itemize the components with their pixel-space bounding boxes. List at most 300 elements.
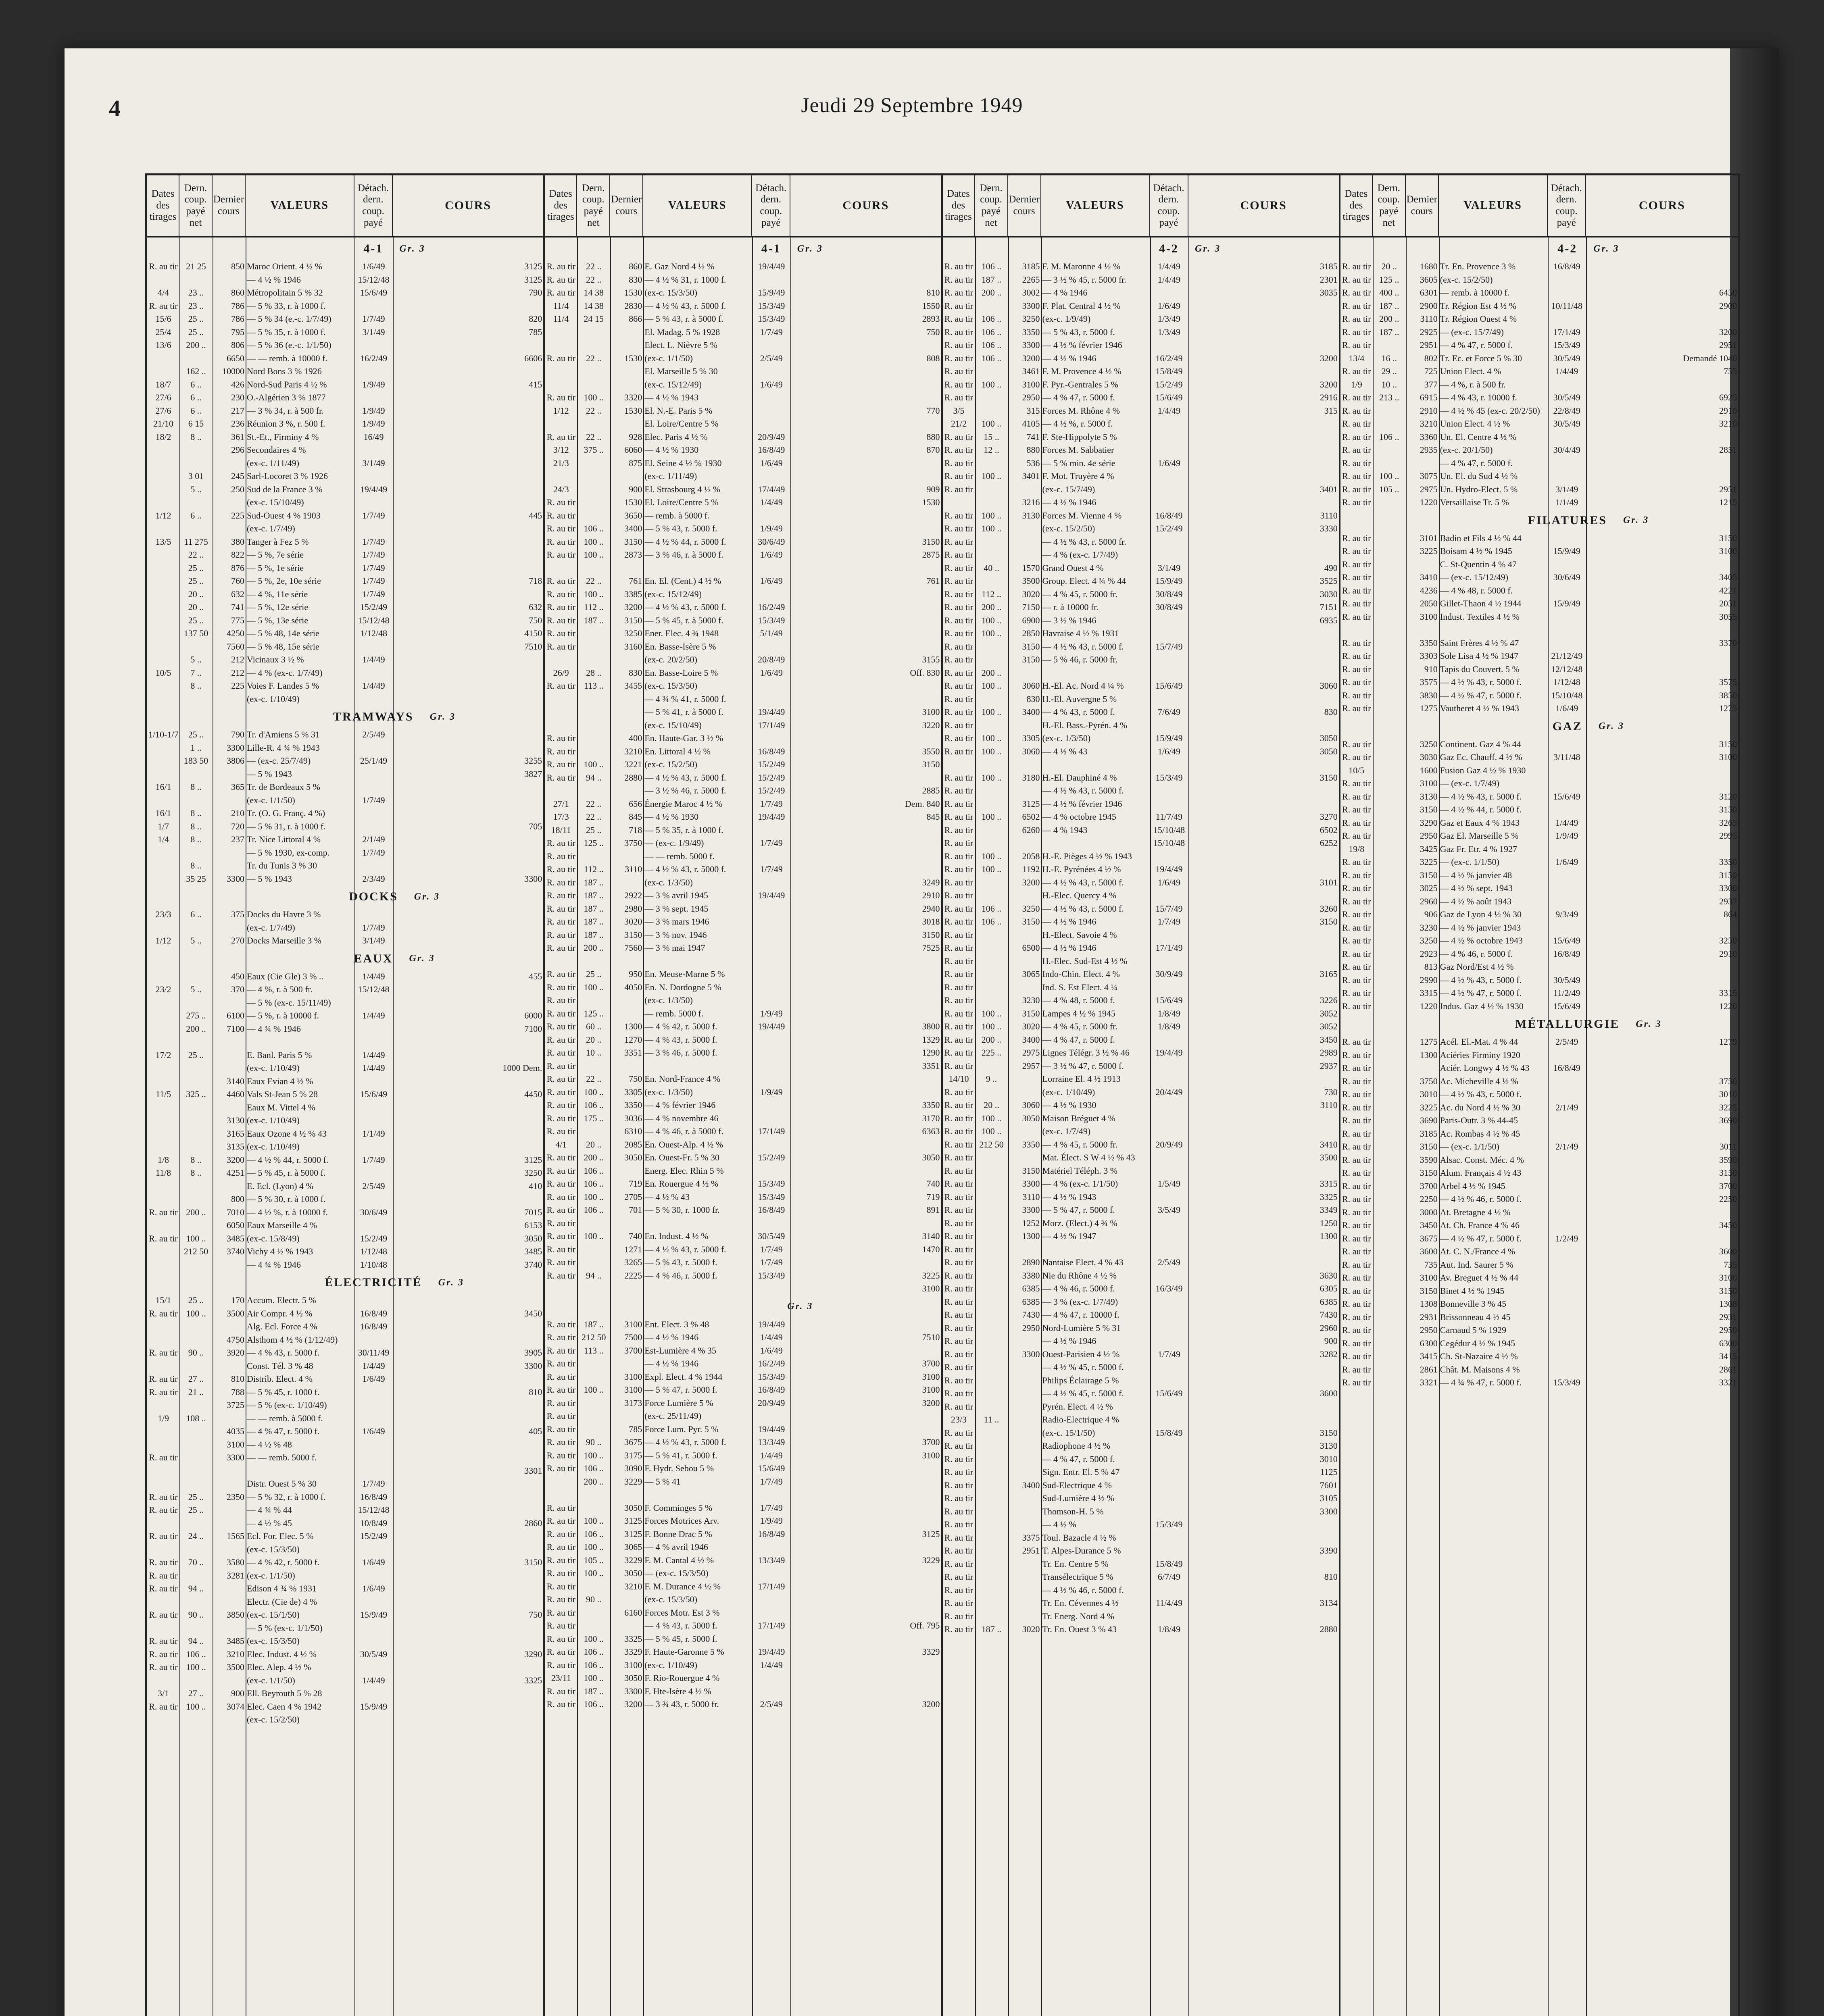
cell-date bbox=[147, 444, 179, 457]
cell-dernier-cours: 1530 bbox=[624, 353, 642, 363]
cell-date: R. au tir bbox=[1342, 327, 1371, 337]
cours-value: 3200 bbox=[922, 1699, 940, 1709]
cell-dernier-cours bbox=[213, 859, 246, 873]
cell-date: R. au tir bbox=[546, 851, 575, 861]
cell-cours bbox=[1586, 738, 1738, 751]
cell-valeur: Tr. d'Amiens 5 % 31 bbox=[247, 729, 320, 739]
section-heading bbox=[943, 237, 1339, 260]
cell-date: R. au tir bbox=[1342, 1050, 1371, 1060]
cell-cours bbox=[393, 509, 543, 523]
quote-row bbox=[147, 1127, 543, 1141]
cell-dern-coup bbox=[975, 929, 1008, 942]
cell-detach bbox=[1150, 1269, 1188, 1283]
cours-value: 3249 bbox=[922, 877, 940, 887]
cell-valeur: — 3 % 46, r. à 5000 f. bbox=[644, 550, 723, 560]
cell-date bbox=[147, 1193, 179, 1206]
cell-detach bbox=[354, 1035, 393, 1049]
cell-detach bbox=[752, 417, 790, 431]
cours-value: 3110 bbox=[1320, 510, 1338, 521]
cell-date bbox=[147, 575, 179, 588]
cell-valeur: — 4 % 1943 bbox=[1042, 825, 1088, 835]
quote-row bbox=[545, 312, 941, 326]
cell-detach: 15/3/49 bbox=[1155, 1519, 1183, 1529]
cours-value: 3165 bbox=[1320, 969, 1338, 979]
quote-row bbox=[545, 1151, 941, 1164]
cell-cours bbox=[1586, 352, 1738, 365]
cell-date: R. au tir bbox=[546, 1244, 575, 1254]
cell-detach: 7/6/49 bbox=[1157, 707, 1181, 717]
quote-row bbox=[1340, 545, 1738, 558]
cell-dernier-cours: 3020 bbox=[1022, 1021, 1040, 1031]
cell-dernier-cours bbox=[1008, 1466, 1041, 1479]
cell-cours bbox=[1586, 532, 1738, 545]
cell-detach bbox=[354, 768, 393, 781]
cell-date: R. au tir bbox=[149, 1207, 178, 1217]
cell-cours bbox=[393, 1193, 543, 1206]
cell-dern-coup: 106 .. bbox=[584, 1205, 604, 1215]
cell-detach: 15/12/48 bbox=[358, 274, 390, 285]
cell-dernier-cours bbox=[1406, 1062, 1439, 1075]
cell-valeur: (ex-c. 15/7/49) bbox=[1042, 484, 1095, 494]
cell-detach bbox=[752, 509, 790, 523]
quote-row bbox=[545, 941, 941, 955]
cell-cours bbox=[790, 365, 941, 378]
cell-detach: 25/1/49 bbox=[360, 756, 388, 766]
quote-row bbox=[147, 339, 543, 352]
cell-dernier-cours bbox=[213, 1049, 246, 1062]
cell-date bbox=[147, 1023, 179, 1036]
cell-dernier-cours: 3101 bbox=[1420, 533, 1438, 543]
cell-date: 23/11 bbox=[551, 1673, 571, 1683]
cell-dern-coup bbox=[577, 1060, 610, 1073]
cell-date: R. au tir bbox=[944, 851, 973, 861]
quote-row bbox=[1340, 895, 1738, 908]
cell-date: R. au tir bbox=[1342, 611, 1371, 622]
cell-dern-coup bbox=[1373, 1075, 1406, 1088]
cell-date: R. au tir bbox=[944, 1087, 973, 1097]
cell-detach bbox=[354, 1166, 393, 1180]
cell-dern-coup bbox=[1373, 1049, 1406, 1062]
cell-dernier-cours: 1271 bbox=[624, 1244, 642, 1254]
cell-dern-coup: 100 .. bbox=[981, 615, 1002, 625]
cell-dernier-cours: 3074 bbox=[227, 1701, 244, 1712]
cours-value: 3750 bbox=[1719, 1076, 1737, 1086]
cell-detach: 1/6/49 bbox=[362, 1583, 385, 1593]
cell-dern-coup: 5 .. bbox=[190, 984, 202, 994]
cell-date bbox=[147, 1477, 179, 1491]
cours-value: 3170 bbox=[922, 1113, 940, 1123]
cell-dern-coup bbox=[1373, 444, 1406, 457]
cours-value: 1308 bbox=[1719, 1299, 1737, 1309]
cell-dernier-cours: 10000 bbox=[222, 366, 244, 376]
cell-date bbox=[147, 1062, 179, 1075]
quote-row bbox=[943, 1191, 1339, 1204]
cours-value: 315 bbox=[1324, 405, 1338, 416]
cell-cours bbox=[790, 863, 941, 876]
cell-dernier-cours bbox=[213, 273, 246, 287]
cell-date: R. au tir bbox=[149, 1636, 178, 1646]
cell-valeur: — 4 ½ % 44, r. 5000 f. bbox=[644, 536, 726, 547]
cell-cours bbox=[1586, 1114, 1738, 1127]
cours-value: 830 bbox=[1324, 707, 1338, 717]
quote-row bbox=[147, 601, 543, 614]
cell-dernier-cours: 6900 bbox=[1022, 615, 1040, 625]
cell-cours bbox=[393, 1307, 543, 1320]
quote-row bbox=[545, 1554, 941, 1567]
cell-dern-coup: 20 .. bbox=[984, 1100, 999, 1110]
cell-date: R. au tir bbox=[149, 1347, 178, 1358]
cell-date: R. au tir bbox=[944, 431, 973, 442]
cell-valeur: H.-El. Bass.-Pyrén. 4 % bbox=[1042, 720, 1128, 730]
cell-date: R. au tir bbox=[546, 1008, 575, 1018]
cell-cours bbox=[1188, 1086, 1339, 1099]
cell-cours bbox=[790, 1357, 941, 1370]
cell-dernier-cours: 3100 bbox=[1022, 379, 1040, 389]
cell-detach: 16/8/49 bbox=[758, 746, 785, 756]
cell-dernier-cours: 806 bbox=[231, 340, 244, 350]
cell-dernier-cours: 3400 bbox=[1022, 1034, 1040, 1045]
quote-row bbox=[545, 666, 941, 680]
cell-detach: 1/4/49 bbox=[1157, 261, 1181, 271]
quote-row bbox=[147, 983, 543, 996]
cell-cours bbox=[1586, 816, 1738, 830]
cell-detach: 16/8/49 bbox=[360, 1321, 388, 1331]
cell-valeur: — 4 ½ % 43, r. 5000 f. bbox=[1042, 877, 1124, 887]
cell-dern-coup: 105 .. bbox=[584, 1555, 604, 1565]
cell-dernier-cours: 3450 bbox=[1420, 1220, 1438, 1230]
quote-row bbox=[943, 1610, 1339, 1623]
cell-valeur: F. Pyr.-Gentrales 5 % bbox=[1042, 379, 1118, 389]
cell-dernier-cours bbox=[213, 1258, 246, 1272]
cell-date: R. au tir bbox=[944, 1139, 973, 1150]
cell-dern-coup bbox=[1373, 1258, 1406, 1272]
cell-date: R. au tir bbox=[546, 733, 575, 743]
cell-dernier-cours: 3401 bbox=[1022, 471, 1040, 481]
cell-detach bbox=[1150, 1125, 1188, 1138]
cell-valeur: En. Basse-Loire 5 % bbox=[644, 667, 718, 678]
cell-valeur: En. Ouest-Alp. 4 ½ % bbox=[644, 1139, 723, 1150]
cell-detach bbox=[1150, 1033, 1188, 1047]
cours-value: 750 bbox=[529, 1610, 542, 1620]
cell-cours bbox=[1188, 1007, 1339, 1020]
cell-cours bbox=[1188, 601, 1339, 614]
quote-row bbox=[147, 833, 543, 846]
cell-cours bbox=[790, 889, 941, 902]
cell-date: R. au tir bbox=[546, 1100, 575, 1110]
cell-date: R. au tir bbox=[546, 274, 575, 285]
cell-cours bbox=[790, 640, 941, 654]
cell-cours bbox=[790, 994, 941, 1007]
cell-dern-coup bbox=[179, 444, 213, 457]
cell-valeur bbox=[643, 1488, 752, 1502]
cours-value: 2989 bbox=[1320, 1048, 1338, 1058]
cell-detach bbox=[1548, 1127, 1586, 1141]
quote-row bbox=[545, 719, 941, 732]
cell-dern-coup bbox=[1373, 702, 1406, 715]
cours-value: 3105 bbox=[1320, 1493, 1338, 1503]
cell-dern-coup bbox=[975, 1400, 1008, 1414]
cell-detach bbox=[752, 1282, 790, 1295]
cours-value: 808 bbox=[926, 353, 940, 363]
cell-detach bbox=[354, 1622, 393, 1635]
cell-dernier-cours: 2910 bbox=[1420, 405, 1438, 416]
cell-dernier-cours: 735 bbox=[1424, 1259, 1438, 1270]
cell-dern-coup: 70 .. bbox=[188, 1557, 204, 1567]
cell-dern-coup: 6 .. bbox=[190, 379, 202, 389]
cell-cours bbox=[790, 548, 941, 562]
cell-cours bbox=[1188, 1492, 1339, 1505]
cell-detach: 1/6/49 bbox=[1555, 857, 1578, 867]
quote-row bbox=[147, 1049, 543, 1062]
cell-detach: 15/3/49 bbox=[758, 1179, 785, 1189]
cell-valeur: Sole Lisa 4 ½ % 1947 bbox=[1440, 651, 1519, 661]
cell-detach: 1/6/49 bbox=[1555, 703, 1578, 713]
cell-detach: 15/2/49 bbox=[360, 1531, 388, 1541]
cell-date: R. au tir bbox=[546, 1205, 575, 1215]
cell-dernier-cours: 3290 bbox=[1420, 817, 1438, 828]
cell-detach: 15/6/49 bbox=[1155, 681, 1183, 691]
cell-dernier-cours: 3125 bbox=[624, 1516, 642, 1526]
cell-detach: 1/8/49 bbox=[1157, 1021, 1181, 1031]
cell-date: R. au tir bbox=[546, 982, 575, 992]
cell-dernier-cours: 210 bbox=[231, 808, 244, 818]
section-heading bbox=[147, 1271, 543, 1294]
cours-value: 3052 bbox=[1320, 1021, 1338, 1031]
cours-value: 3255 bbox=[524, 756, 542, 766]
cell-cours bbox=[1586, 764, 1738, 777]
cours-value: 3265 bbox=[1719, 817, 1737, 828]
cell-date: R. au tir bbox=[1342, 883, 1371, 893]
cell-dernier-cours bbox=[610, 876, 643, 889]
cell-valeur: Forces M. Vienne 4 % bbox=[1042, 510, 1122, 521]
cours-value: 3229 bbox=[922, 1555, 940, 1565]
cours-value: 3415 bbox=[1719, 1351, 1737, 1361]
cell-valeur: Nie du Rhône 4 ½ % bbox=[1042, 1270, 1117, 1281]
cours-value: 7100 bbox=[524, 1023, 542, 1034]
cell-valeur: — 5 % 31, r. à 1000 f. bbox=[247, 821, 326, 831]
cell-dern-coup bbox=[975, 719, 1008, 732]
cell-detach bbox=[752, 640, 790, 654]
cell-detach: 15/9/49 bbox=[758, 287, 785, 298]
cell-cours bbox=[393, 1166, 543, 1180]
cell-dern-coup bbox=[179, 522, 213, 535]
cell-cours bbox=[1586, 934, 1738, 948]
cell-detach bbox=[1548, 1311, 1586, 1324]
cell-cours bbox=[1188, 1453, 1339, 1466]
cell-dern-coup bbox=[975, 837, 1008, 850]
quote-row bbox=[943, 902, 1339, 916]
cell-date: R. au tir bbox=[944, 287, 973, 298]
cell-valeur: Maroc Orient. 4 ½ % bbox=[247, 261, 322, 271]
cell-detach: 17/4/49 bbox=[758, 484, 785, 494]
cell-valeur: Aciéries Firminy 1920 bbox=[1440, 1050, 1520, 1060]
cell-valeur: — 5 % 30, r. à 1000 f. bbox=[247, 1194, 326, 1204]
cell-detach bbox=[1150, 758, 1188, 771]
cell-dern-coup bbox=[1373, 1154, 1406, 1167]
cell-valeur: — 4 %, r. à 500 fr. bbox=[1440, 379, 1506, 389]
cell-dern-coup: 162 .. bbox=[186, 366, 206, 376]
cell-cours bbox=[1586, 1337, 1738, 1350]
cell-date: R. au tir bbox=[546, 1502, 575, 1513]
column-body bbox=[147, 237, 543, 2016]
cell-cours bbox=[393, 1517, 543, 1530]
cell-dernier-cours bbox=[610, 339, 643, 352]
section-title: 4-2 bbox=[1159, 242, 1179, 255]
cell-date: R. au tir bbox=[944, 1427, 973, 1438]
cell-dernier-cours: 6385 bbox=[1022, 1296, 1040, 1307]
cell-dern-coup: 213 .. bbox=[1379, 392, 1399, 402]
cours-value: 2880 bbox=[1320, 1624, 1338, 1634]
cours-value: 6153 bbox=[524, 1220, 542, 1230]
quote-row bbox=[943, 1204, 1339, 1217]
cours-value: 3301 bbox=[524, 1465, 542, 1476]
cours-value: 2250 bbox=[1719, 1194, 1737, 1204]
quote-row bbox=[1340, 1258, 1738, 1272]
cell-cours bbox=[1188, 378, 1339, 392]
header-cours: COURS bbox=[445, 198, 492, 212]
cours-value: 7601 bbox=[1320, 1480, 1338, 1490]
cell-cours bbox=[1188, 404, 1339, 418]
cell-date: R. au tir bbox=[944, 772, 973, 783]
cell-valeur: — 4 % (ex-c. 1/7/49) bbox=[1042, 550, 1118, 560]
cell-detach bbox=[1548, 378, 1586, 392]
quote-row bbox=[545, 1383, 941, 1397]
quote-row bbox=[147, 1154, 543, 1167]
quote-row bbox=[1340, 558, 1738, 571]
quote-row bbox=[545, 1046, 941, 1060]
cell-date: R. au tir bbox=[1342, 1076, 1371, 1086]
cell-dern-coup: 106 .. bbox=[584, 1100, 604, 1110]
quote-row bbox=[545, 1514, 941, 1528]
cell-dernier-cours bbox=[213, 1062, 246, 1075]
cell-cours bbox=[1188, 1544, 1339, 1558]
cell-date: R. au tir bbox=[149, 1701, 178, 1712]
cell-date: R. au tir bbox=[944, 1611, 973, 1621]
cell-dern-coup: 112 .. bbox=[584, 602, 604, 612]
quote-row bbox=[147, 588, 543, 601]
cours-value: 2910 bbox=[922, 890, 940, 900]
cell-cours bbox=[393, 1687, 543, 1700]
cell-dernier-cours: 3130 bbox=[227, 1115, 244, 1125]
quote-row bbox=[545, 404, 941, 418]
cell-date: R. au tir bbox=[546, 615, 575, 625]
cell-valeur: Air Compr. 4 ½ % bbox=[247, 1308, 313, 1318]
cell-date: R. au tir bbox=[944, 1375, 973, 1385]
cell-detach bbox=[752, 1488, 790, 1502]
cours-value: 3150 bbox=[524, 1557, 542, 1567]
quote-row bbox=[943, 824, 1339, 837]
cell-cours bbox=[790, 1138, 941, 1152]
cell-dernier-cours: 3210 bbox=[624, 746, 642, 756]
cell-dern-coup bbox=[975, 889, 1008, 902]
cell-detach: 19/4/49 bbox=[758, 812, 785, 822]
cell-detach bbox=[752, 929, 790, 942]
cell-detach: 19/4/49 bbox=[758, 707, 785, 717]
cell-dern-coup bbox=[975, 981, 1008, 994]
cell-cours bbox=[790, 1164, 941, 1178]
quote-row bbox=[545, 352, 941, 365]
cell-detach bbox=[354, 1635, 393, 1648]
cell-detach: 19/4/49 bbox=[758, 1424, 785, 1434]
cell-dernier-cours: 2085 bbox=[624, 1139, 642, 1150]
cell-dernier-cours bbox=[213, 1035, 246, 1049]
cell-valeur: — 5 % 35, r. à 1000 f. bbox=[644, 825, 723, 835]
cell-valeur: Alum. Français 4 ½ 43 bbox=[1440, 1168, 1522, 1178]
cell-cours bbox=[1586, 948, 1738, 961]
cell-dern-coup: 187 .. bbox=[1379, 327, 1399, 337]
cell-valeur: Tanger à Fez 5 % bbox=[247, 536, 309, 547]
cell-dernier-cours: 3100 bbox=[624, 1319, 642, 1329]
quote-row bbox=[147, 1595, 543, 1609]
cell-dern-coup bbox=[577, 483, 610, 496]
cell-dernier-cours: 3300 bbox=[1022, 1205, 1040, 1215]
cell-dernier-cours: 426 bbox=[231, 379, 244, 389]
cell-dern-coup: 112 .. bbox=[584, 864, 604, 874]
quote-row bbox=[1340, 934, 1738, 948]
cell-cours bbox=[1586, 1350, 1738, 1363]
cell-dern-coup bbox=[577, 850, 610, 863]
cours-value: 3390 bbox=[1320, 1545, 1338, 1556]
cell-cours bbox=[393, 496, 543, 509]
cell-dernier-cours: 3350 bbox=[1022, 327, 1040, 337]
cell-date: 23/3 bbox=[951, 1414, 967, 1425]
cell-dernier-cours bbox=[610, 562, 643, 575]
cell-date: R. au tir bbox=[1342, 1233, 1371, 1243]
cell-dernier-cours: 3229 bbox=[624, 1476, 642, 1487]
cell-dernier-cours: 775 bbox=[231, 615, 244, 625]
cell-dern-coup bbox=[975, 1361, 1008, 1374]
cell-valeur: F. Hydr. Sebou 5 % bbox=[644, 1463, 714, 1473]
cell-detach: 19/4/49 bbox=[758, 1647, 785, 1657]
cell-valeur: — 5 % 30, r. 1000 fr. bbox=[644, 1205, 720, 1215]
cell-dernier-cours: 3385 bbox=[624, 589, 642, 599]
cell-dern-coup bbox=[577, 1397, 610, 1410]
cell-date bbox=[545, 1488, 577, 1502]
cell-detach bbox=[1150, 1492, 1188, 1505]
cours-value: 3050 bbox=[524, 1233, 542, 1243]
quote-row bbox=[147, 1556, 543, 1569]
cell-valeur: — 4 % 46, r. 5000 f. bbox=[1440, 948, 1513, 959]
cours-value: 2937 bbox=[1719, 896, 1737, 906]
cell-dern-coup: 100 .. bbox=[584, 392, 604, 402]
quote-row bbox=[545, 1060, 941, 1073]
cell-dernier-cours bbox=[213, 1477, 246, 1491]
cell-date bbox=[147, 741, 179, 755]
cell-date: R. au tir bbox=[1342, 445, 1371, 455]
quote-row bbox=[147, 378, 543, 392]
cours-value: 3485 bbox=[524, 1246, 542, 1256]
header-detach: Détach. dern. coup. payé bbox=[1548, 175, 1586, 236]
cell-valeur: — 4 ¾ % 1946 bbox=[247, 1023, 301, 1034]
cell-detach: 15/10/48 bbox=[1153, 838, 1185, 848]
cell-detach: 15/3/49 bbox=[758, 300, 785, 311]
cell-dernier-cours: 4250 bbox=[227, 628, 244, 638]
cell-cours bbox=[1586, 597, 1738, 610]
cell-dernier-cours: 3160 bbox=[624, 641, 642, 652]
cell-dern-coup: 106 .. bbox=[981, 340, 1002, 350]
cell-date bbox=[147, 1438, 179, 1452]
cell-valeur: — 4 ½ % 43, r. 5000 f. bbox=[1042, 903, 1124, 914]
cours-value: 3150 bbox=[1719, 870, 1737, 880]
cell-cours bbox=[393, 653, 543, 666]
cell-cours bbox=[1188, 824, 1339, 837]
quote-row bbox=[1340, 1206, 1738, 1219]
cell-date: R. au tir bbox=[944, 353, 973, 363]
cell-valeur: — 4 % 45, r. 5000 fr. bbox=[1042, 1139, 1117, 1150]
cell-detach bbox=[1150, 719, 1188, 732]
cell-dernier-cours bbox=[610, 378, 643, 392]
quote-row bbox=[147, 1451, 543, 1464]
